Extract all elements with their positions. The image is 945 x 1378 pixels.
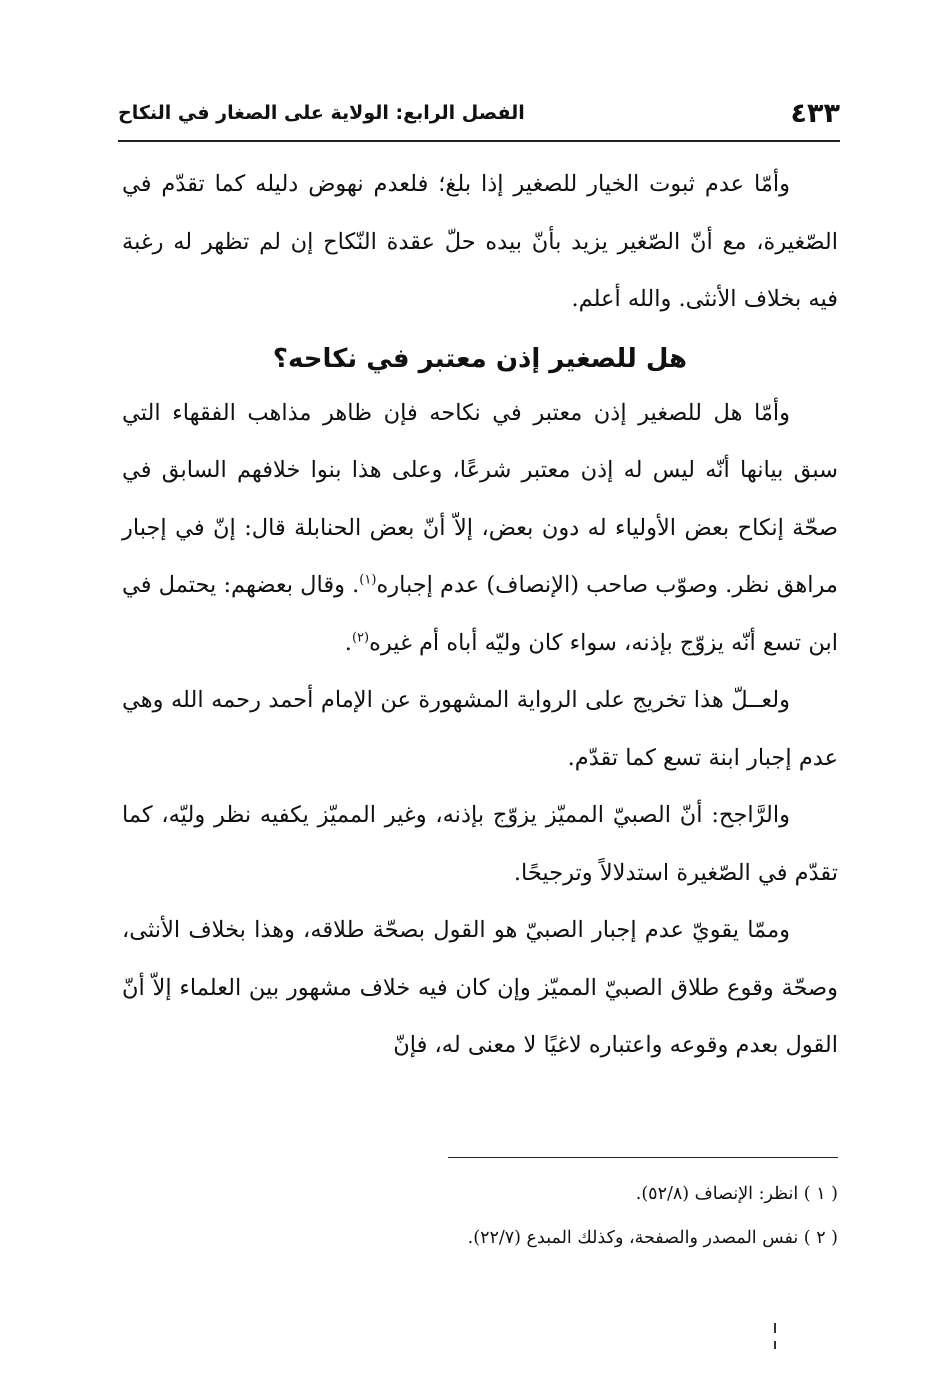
- header-divider: [118, 140, 840, 142]
- footnote-ref-2: (٢): [351, 630, 370, 645]
- paragraph-3: ولعــلّ هذا تخريج على الرواية المشهورة عن الإمام أحمد رحمه الله وهي عدم إجبار ابنة تسع كما تقدّم.: [122, 687, 838, 771]
- scan-mark: [774, 1323, 776, 1333]
- footnote-2: ( ٢ ) نفس المصدر والصفحة، وكذلك المبدع (٢٢/٧).: [467, 1228, 838, 1248]
- paragraph-1: وأمّا عدم ثبوت الخيار للصغير إذا بلغ؛ فلعدم نهوض دليله كما تقدّم في الصّغيرة، مع أنّ الصّغير يزيد بأنّ بيده حلّ عقدة النّكاح إن لم تظهر له رغبة فيه بخلاف الأنثى. والله أعلم.: [122, 171, 838, 312]
- footnote-1: ( ١ ) انظر: الإنصاف (٥٢/٨).: [635, 1184, 838, 1204]
- footnote-ref-1: (١): [359, 572, 377, 588]
- scan-mark: [774, 1341, 776, 1349]
- body-text: [122, 156, 838, 1075]
- paragraph-2: [122, 385, 838, 673]
- paragraph-4: والرَّاجح: أنّ الصبيّ المميّز يزوّج بإذنه، وغير المميّز يكفيه نظر وليّه، كما تقدّم في الصّغيرة استدلالاً وترجيحًا.: [122, 802, 838, 886]
- running-title: الفصل الرابع: الولاية على الصغار في النكاح: [118, 102, 525, 124]
- scan-marks: [770, 1323, 776, 1363]
- footnote-divider: [448, 1157, 838, 1158]
- paragraph-2-text-b: . وقال بعضهم: يحتمل في ابن تسع أنّه يزوّج بإذنه، سواء كان وليّه أباه أم غيره: [122, 572, 838, 656]
- paragraph-2-text-c: .: [344, 629, 352, 656]
- footnotes: [122, 1172, 838, 1260]
- page-header: [118, 96, 840, 136]
- paragraph-2-text-a: وأمّا هل للصغير إذن معتبر في نكاحه فإن ظاهر مذاهب الفقهاء التي سبق بيانها أنّه ليس له إذن معتبر شرعًا، وعلى هذا بنوا خلافهم السابق في صحّة إنكاح بعض الأولياء له دون بعض، إلاّ أنّ بعض الحنابلة قال: إنّ في إجبار مراهق نظر. وصوّب صاحب (الإنصاف) عدم إجباره: [122, 399, 838, 598]
- page-number: ٤٣٣: [790, 98, 840, 129]
- section-title: هل للصغير إذن معتبر في نكاحه؟: [272, 343, 688, 374]
- paragraph-5: وممّا يقويّ عدم إجبار الصبيّ هو القول بصحّة طلاقه، وهذا بخلاف الأنثى، وصحّة وقوع طلاق الصبيّ المميّز وإن كان فيه خلاف مشهور بين العلماء إلاّ أنّ القول بعدم وقوعه واعتباره لاغيًا لا معنى له، فإنّ: [122, 917, 838, 1058]
